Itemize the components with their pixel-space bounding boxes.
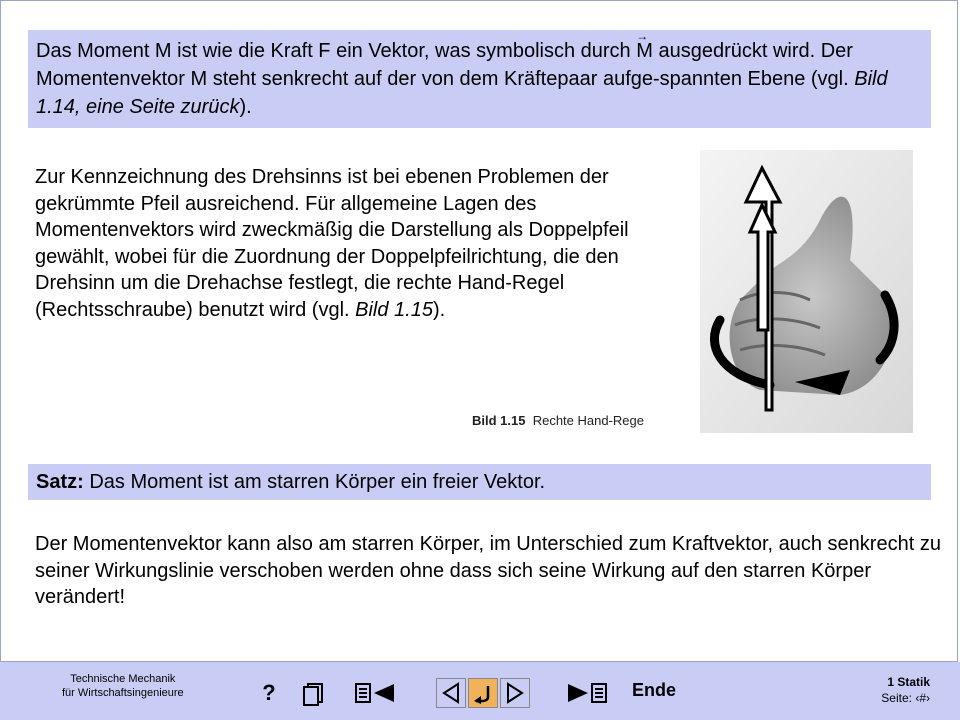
figure-caption — [472, 413, 698, 428]
page-number: ‹#› — [915, 691, 930, 705]
rotation-figure-ref: Bild 1.15 — [355, 298, 433, 321]
moment-vector-symbol: → M — [636, 37, 653, 65]
intro-box — [28, 30, 931, 128]
page-info — [881, 674, 930, 706]
help-button[interactable] — [254, 678, 284, 708]
theorem-text: Das Moment ist am starren Körper ein freier Vektor. — [83, 471, 546, 493]
conclusion-text: Der Momentenvektor kann also am starren Körper, im Unterschied zum Kraftvektor, auch senkrecht zu seiner Wirkungslinie verschoben werden ohne dass sich seine Wirkung auf den starren Körper verändert! — [35, 533, 941, 608]
rotation-text: Zur Kennzeichnung des Drehsinns ist bei ebenen Problemen der gekrümmte Pfeil ausreichend. Für allgemeine Lagen des Momentenvektors wird zweckmäßig die Darstellung als Doppelpfeil gewählt, wobei für die Zuordnung der Doppelpfeilrichtung, die den Drehsinn um die Drehachse festlegt, die rechte Hand-Regel (Rechtsschraube) benutzt wird (vgl. — [35, 166, 629, 321]
right-hand-rule-figure — [700, 150, 913, 433]
page-label: Seite: — [881, 691, 912, 705]
intro-figure-ref: Bild 1.14, eine Seite zurück — [36, 68, 888, 118]
footer-bar — [0, 662, 960, 720]
back-button[interactable] — [468, 678, 498, 708]
end-label: Ende — [632, 680, 677, 700]
next-button[interactable] — [500, 678, 530, 708]
intro-text-end: ). — [239, 96, 252, 118]
first-page-button[interactable] — [352, 678, 400, 708]
last-page-button[interactable] — [562, 678, 610, 708]
help-label: ? — [262, 680, 276, 705]
theorem-label: Satz: — [36, 471, 84, 493]
pages-icon[interactable] — [300, 678, 330, 708]
course-title-line1: Technische Mechanik — [70, 673, 176, 685]
intro-text-2: ausgedrückt wird. Der Momentenvektor M steht senkrecht auf der von dem Kräftepaar aufge-spannten Ebene (vgl. — [36, 40, 855, 90]
course-title — [62, 672, 184, 700]
last-page-icon — [564, 680, 608, 706]
caption-text: Rechte Hand-Rege — [532, 413, 644, 428]
pages-icon-svg — [302, 680, 328, 706]
end-button[interactable] — [632, 680, 676, 701]
caption-label: Bild 1.15 — [472, 413, 526, 428]
course-title-line2: für Wirtschaftsingenieure — [62, 687, 184, 699]
rotation-text-end: ). — [432, 298, 446, 321]
previous-icon — [441, 682, 461, 704]
next-icon — [505, 682, 525, 704]
previous-button[interactable] — [436, 678, 466, 708]
rotation-paragraph — [35, 164, 675, 323]
first-page-icon — [354, 680, 398, 706]
right-hand-illustration — [700, 150, 913, 433]
theorem-box — [28, 464, 931, 500]
intro-text-1: Das Moment M ist wie die Kraft F ein Vektor, was symbolisch durch — [36, 40, 637, 62]
chapter-label: 1 Statik — [887, 675, 930, 689]
conclusion-paragraph — [35, 531, 955, 611]
return-icon — [472, 682, 494, 704]
